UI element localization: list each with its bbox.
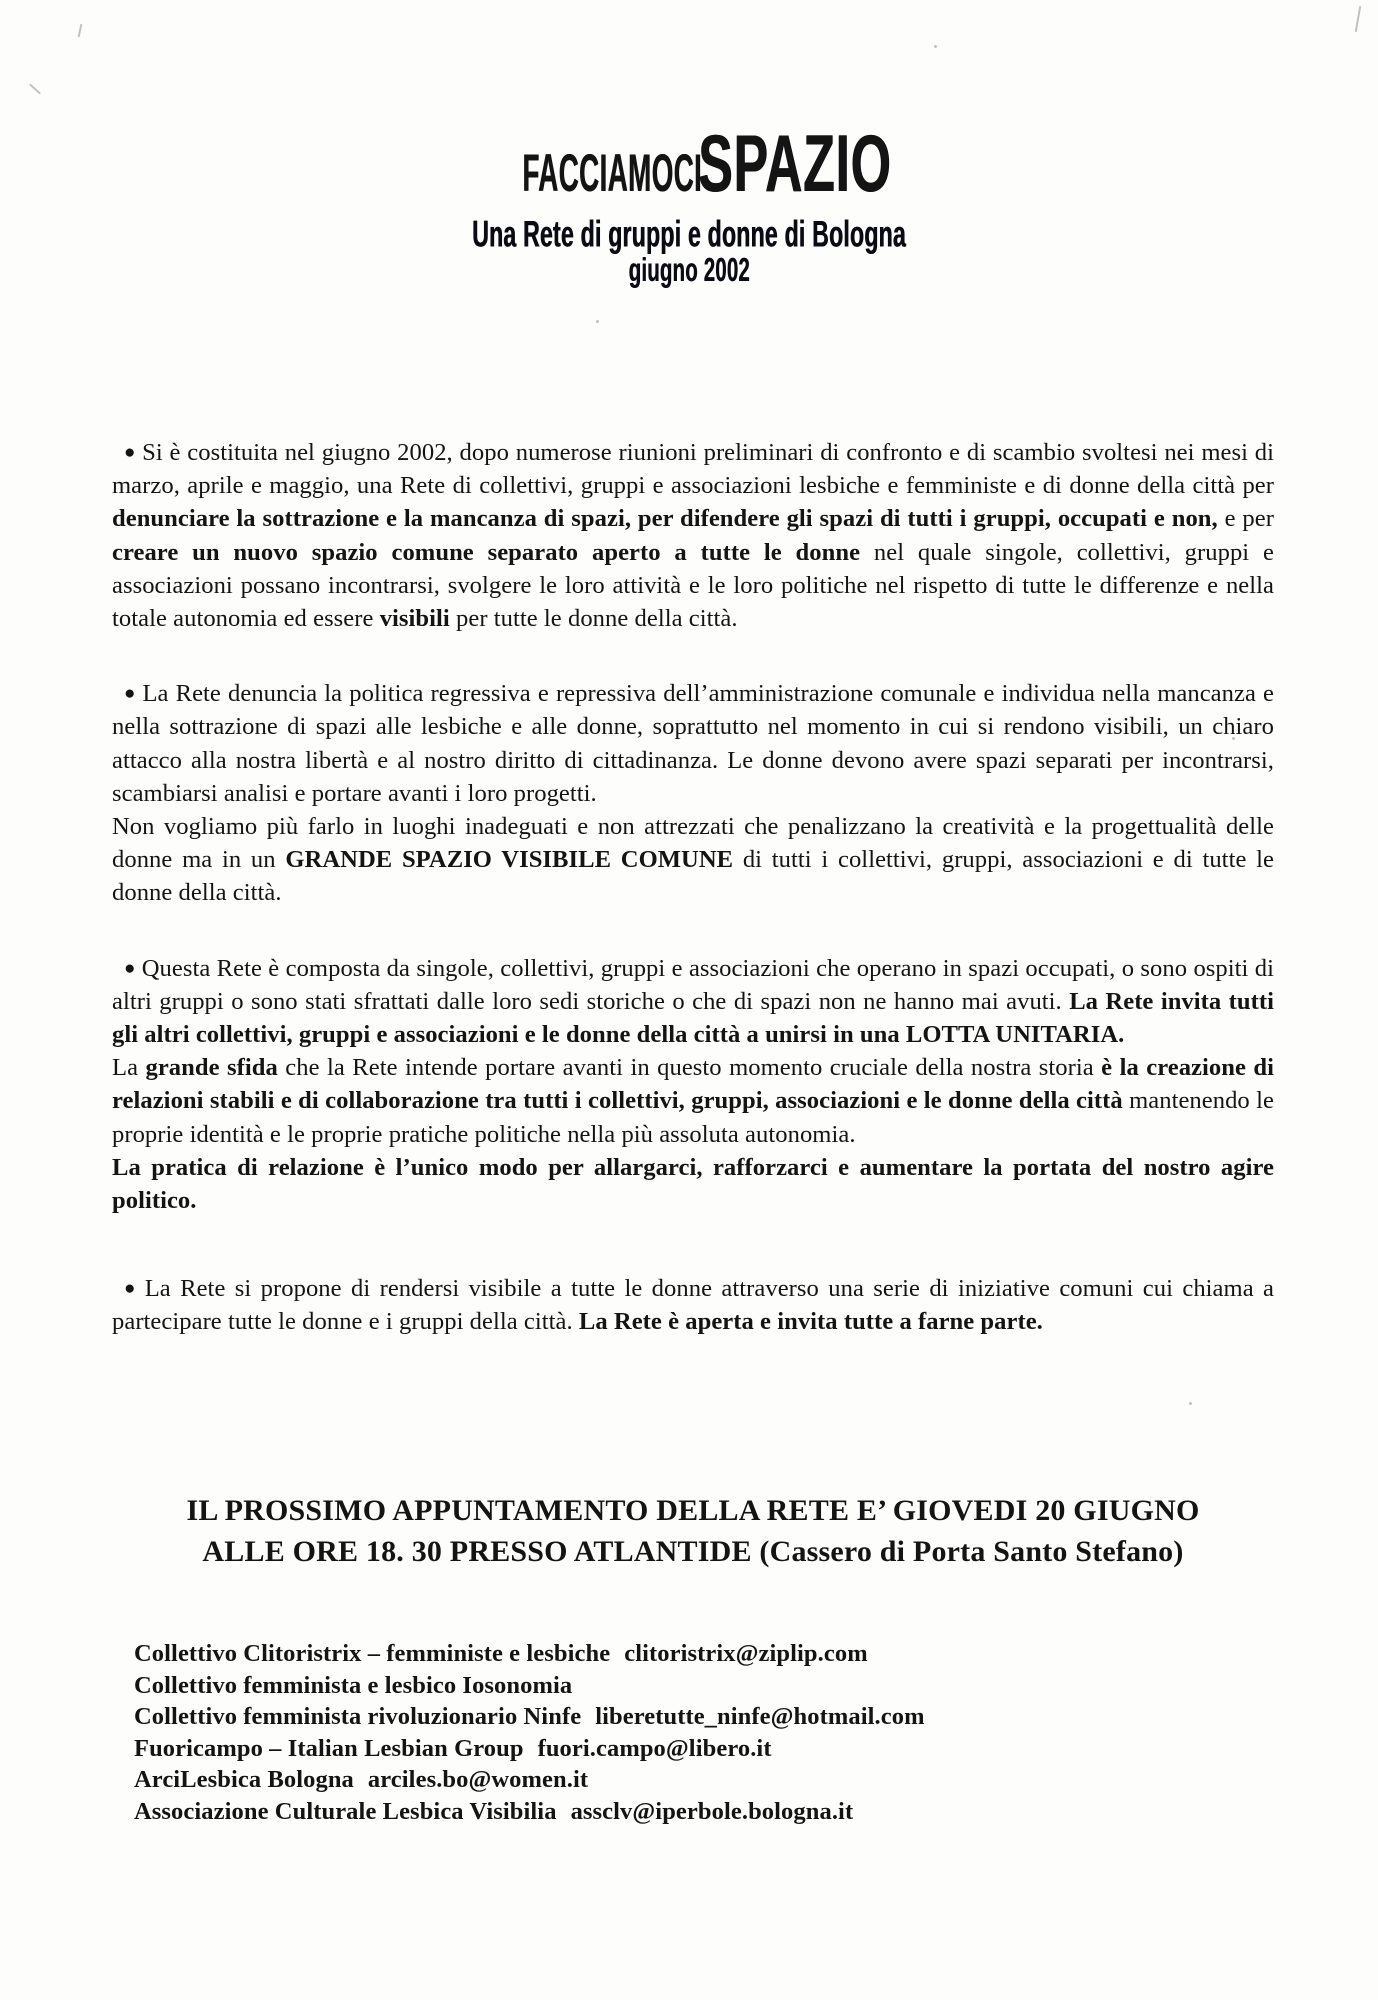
title-word-spazio: SPAZIO bbox=[697, 119, 892, 209]
subtitle-row bbox=[0, 210, 1378, 255]
contact-item bbox=[134, 1638, 1234, 1670]
contact-email[interactable]: assclv@iperbole.bologna.it bbox=[570, 1797, 854, 1825]
paragraph-1 bbox=[112, 436, 1274, 635]
contact-email[interactable]: fuori.campo@libero.it bbox=[537, 1734, 772, 1762]
spacer bbox=[112, 635, 1274, 677]
p4-seg1: La Rete si propone di rendersi visibile a tutte le donne attraverso una serie di iniziative comuni cui chiama a partecipare tutte le donne e i gruppi della città. bbox=[112, 1275, 1275, 1336]
document-body bbox=[112, 436, 1274, 1339]
bullet-icon: ● bbox=[124, 1278, 139, 1300]
p2a-text: La Rete denuncia la politica regressiva e repressiva dell’amministrazione comunale e individua nella mancanza e nella sottrazione di spazi alle lesbiche e alle donne, soprattutto nel momento in cui si rendono visibili, un chiaro attacco alla nostra libertà e al nostro diritto di cittadinanza. Le donne devono avere spazi separati per incontrarsi, scambiarsi analisi e portare avanti i loro progetti. bbox=[112, 680, 1274, 807]
announcement-block bbox=[112, 1490, 1274, 1572]
p1-seg1: Si è costituita nel giugno 2002, dopo numerose riunioni preliminari di confronto e di scambio svoltesi nei mesi di marzo, aprile e maggio, una Rete di collettivi, gruppi e associazioni lesbiche e femministe e di donne della città per bbox=[112, 439, 1274, 500]
contact-item bbox=[134, 1701, 1234, 1733]
p2b-seg1: Non vogliamo più farlo in luoghi inadeguati e non attrezzati che penalizzano la creatività e la progettualità delle donne ma in un bbox=[112, 813, 1274, 874]
contact-name: Fuoricampo – Italian Lesbian Group bbox=[134, 1734, 524, 1762]
p3a-bold1: La Rete invita tutti gli altri collettivi, gruppi e associazioni e le donne della città a unirsi in una LOTTA UNITARIA. bbox=[112, 987, 1275, 1049]
bullet-icon: ● bbox=[124, 957, 136, 979]
p1-bold3: visibili bbox=[379, 605, 450, 633]
poster-dateline: giugno 2002 bbox=[628, 252, 750, 289]
poster-title bbox=[0, 119, 1378, 210]
p1-seg2: e per bbox=[1217, 505, 1274, 533]
p3b-bold2: è la creazione di relazioni stabili e di collaborazione tra tutti i collettivi, gruppi, associazioni e le donne della città bbox=[112, 1054, 1274, 1115]
masthead bbox=[0, 119, 1378, 289]
scan-speck bbox=[596, 320, 599, 323]
scan-speck bbox=[1355, 6, 1361, 32]
spacer bbox=[112, 1217, 1274, 1272]
contacts-list bbox=[134, 1638, 1234, 1827]
contact-email[interactable]: clitoristrix@ziplip.com bbox=[624, 1640, 868, 1667]
spacer bbox=[112, 910, 1274, 952]
p3a-seg1: Questa Rete è composta da singole, collettivi, gruppi e associazioni che operano in spazi occupati, o sono ospiti di altri gruppi o sono stati sfrattati dalle loro sedi storiche o che di spazi non ne hanno mai avuti. bbox=[112, 954, 1274, 1015]
paragraph-2b bbox=[112, 810, 1274, 910]
contact-item bbox=[134, 1670, 1234, 1702]
p1-bold1: denunciare la sottrazione e la mancanza di spazi, per difendere gli spazi di tutti i gruppi, occupati e non, bbox=[112, 505, 1218, 533]
paragraph-3a bbox=[112, 952, 1274, 1052]
contact-email[interactable]: liberetutte_ninfe@hotmail.com bbox=[595, 1703, 925, 1730]
contact-item bbox=[134, 1733, 1234, 1765]
paragraph-3c bbox=[112, 1151, 1274, 1217]
title-word-facciamoci: FACCIAMOCI bbox=[521, 142, 702, 203]
contact-name: ArciLesbica Bologna bbox=[134, 1766, 354, 1793]
contact-name: Associazione Culturale Lesbica Visibilia bbox=[134, 1797, 557, 1825]
contact-name: Collettivo Clitoristrix – femministe e lesbiche bbox=[134, 1640, 611, 1667]
paragraph-2a bbox=[112, 677, 1274, 810]
p4-bold1: La Rete è aperta e invita tutte a farne parte. bbox=[578, 1308, 1043, 1336]
p3b-seg2: che la Rete intende portare avanti in questo momento cruciale della nostra storia bbox=[277, 1054, 1102, 1082]
paragraph-3b bbox=[112, 1051, 1274, 1151]
paragraph-4 bbox=[112, 1272, 1274, 1338]
p3b-seg3: mantenendo le proprie identità e le proprie pratiche politiche nella più assoluta autonomia. bbox=[112, 1087, 1274, 1148]
bullet-icon: ● bbox=[124, 442, 137, 463]
contact-item bbox=[134, 1796, 1234, 1828]
scan-speck bbox=[29, 84, 41, 95]
scan-speck bbox=[934, 45, 937, 48]
p3c-text: La pratica di relazione è l’unico modo per allargarci, rafforzarci e aumentare la portata del nostro agire politico. bbox=[112, 1153, 1274, 1215]
contact-name: Collettivo femminista rivoluzionario Ninfe bbox=[134, 1703, 582, 1730]
scan-speck bbox=[78, 24, 83, 37]
contact-email[interactable] bbox=[572, 1672, 586, 1699]
p1-seg4: per tutte le donne della città. bbox=[449, 605, 738, 633]
scan-speck bbox=[1189, 1402, 1192, 1405]
p1-bold2: creare un nuovo spazio comune separato aperto a tutte le donne bbox=[112, 538, 861, 566]
poster-subtitle: Una Rete di gruppi e donne di Bologna bbox=[472, 212, 906, 255]
p1-seg3: nel quale singole, collettivi, gruppi e associazioni possano incontrarsi, svolgere le loro attività e le loro politiche nel rispetto di tutte le differenze e nella totale autonomia ed essere bbox=[112, 538, 1274, 633]
contact-item bbox=[134, 1764, 1234, 1796]
dateline-row bbox=[0, 250, 1378, 289]
p2b-bold1: GRANDE SPAZIO VISIBILE COMUNE bbox=[285, 846, 734, 874]
announcement-line-1: IL PROSSIMO APPUNTAMENTO DELLA RETE E’ GIOVEDI 20 GIUGNO bbox=[186, 1494, 1200, 1527]
p3b-seg1: La bbox=[112, 1054, 146, 1082]
p3b-bold1: grande sfida bbox=[145, 1054, 278, 1082]
bullet-icon: ● bbox=[124, 683, 137, 705]
p2b-seg2: di tutti i collettivi, gruppi, associazioni e di tutte le donne della città. bbox=[112, 846, 1274, 907]
contact-email[interactable]: arciles.bo@women.it bbox=[367, 1766, 589, 1793]
contact-name: Collettivo femminista e lesbico Iosonomia bbox=[134, 1671, 573, 1699]
announcement-line-2: ALLE ORE 18. 30 PRESSO ATLANTIDE (Cassero di Porta Santo Stefano) bbox=[202, 1535, 1184, 1568]
